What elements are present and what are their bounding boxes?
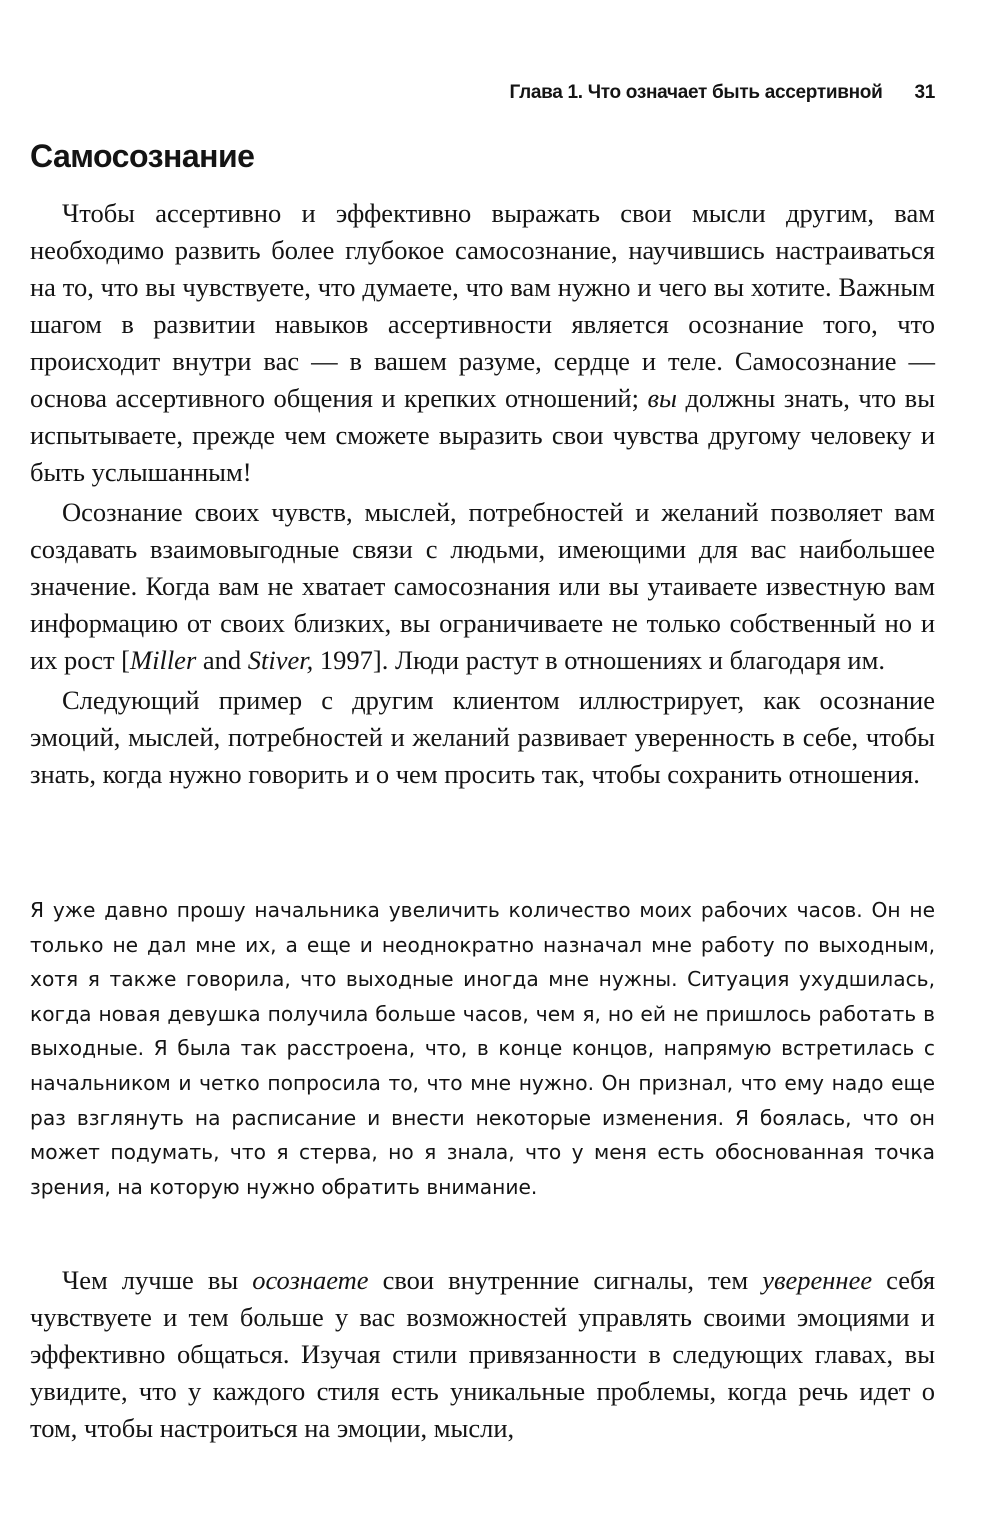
paragraph-text: должны знать, что вы испытываете, прежде чем сможете выразить свои чувства другому человеку и быть услышанным! xyxy=(30,383,935,487)
page-number: 31 xyxy=(914,82,935,103)
running-head xyxy=(510,82,935,104)
citation-author: Stiver, xyxy=(247,645,314,675)
section-title: Самосознание xyxy=(30,138,255,174)
paragraph xyxy=(30,195,935,491)
emphasis: увереннее xyxy=(762,1265,873,1295)
closing-paragraph xyxy=(30,1262,935,1447)
paragraph-text: Чтобы ассертивно и эффективно выражать свои мысли другим, вам необходимо развить более глубокое самосознание, научившись настраиваться на то, что вы чувствуете, что думаете, что вам нужно и чего вы хотите. Важным шагом в развитии навыков ассертивности является осознание того, что происходит внутри вас — в вашем разуме, сердце и теле. Самосознание — основа ассертивного общения и крепких отношений; xyxy=(30,198,935,413)
quote-text: Я уже давно прошу начальника увеличить количество моих рабочих часов. Он не только не дал мне их, а еще и неоднократно назначал мне работу по выходным, хотя я также говорила, что выходные иногда мне нужны. Ситуация ухудшилась, когда новая девушка получила больше часов, чем я, но ей не пришлось работать в выходные. Я была так расстроена, что, в конце концов, напрямую встретилась с начальником и четко попросила то, что мне нужно. Он признал, что ему надо еще раз взглянуть на расписание и внести некоторые изменения. Я боялась, что он может подумать, что я стерва, но я знала, что у меня есть обоснованная точка зрения, на которую нужно обратить внимание. xyxy=(30,898,935,1199)
paragraph-text: Осознание своих чувств, мыслей, потребностей и желаний позволяет вам создавать взаимовыгодные связи с людьми, имеющими для вас наибольшее значение. Когда вам не хватает самосознания или вы утаиваете известную вам информацию от своих близких, вы ограничиваете не только собственный но и их рост [ xyxy=(30,497,935,675)
client-quote xyxy=(30,893,935,1204)
paragraph xyxy=(30,1262,935,1447)
paragraph-text: свои внутренние сигналы, тем xyxy=(368,1265,763,1295)
citation-author: Miller xyxy=(130,645,197,675)
paragraph: Следующий пример с другим клиентом иллюстрирует, как осознание эмоций, мыслей, потребностей и желаний развивает уверенность в себе, чтобы знать, когда нужно говорить и о чем просить так, чтобы сохранить отношения. xyxy=(30,685,935,789)
paragraph-text: Чем лучше вы xyxy=(62,1265,253,1295)
paragraph xyxy=(30,494,935,679)
citation-conjunction: and xyxy=(196,645,248,675)
paragraph-text: себя чувствуете и тем больше у вас возможностей управлять своими эмоциями и эффективно общаться. Изучая стили привязанности в следующих главах, вы увидите, что у каждого стиля есть уникальные проблемы, когда речь идет о том, чтобы настроиться на эмоции, мысли, xyxy=(30,1265,936,1443)
emphasis: осознаете xyxy=(252,1265,369,1295)
paragraph-text: 1997]. Люди растут в отношениях и благодаря им. xyxy=(313,645,885,675)
body-text xyxy=(30,195,935,796)
chapter-title: Глава 1. Что означает быть ассертивной xyxy=(509,82,883,103)
emphasis: вы xyxy=(647,383,677,413)
